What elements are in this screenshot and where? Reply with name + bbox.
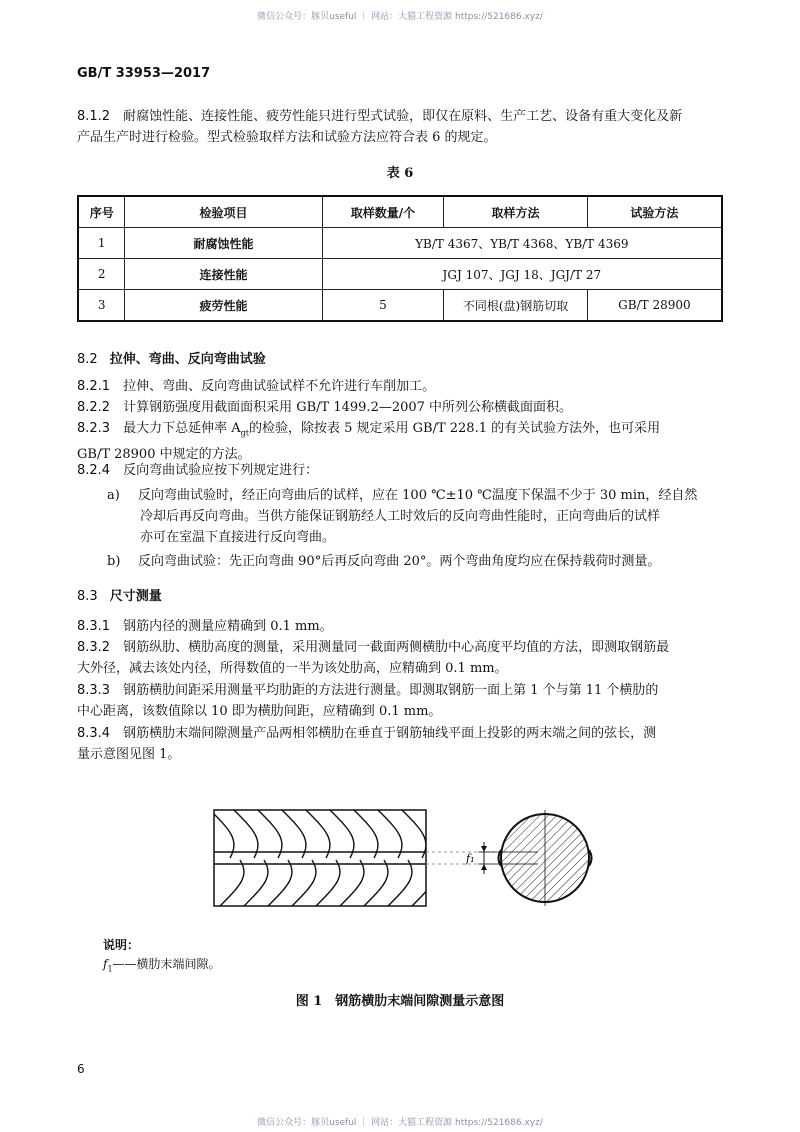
header-no: 序号: [78, 196, 125, 228]
page-number: 6: [77, 1062, 85, 1076]
clause-8-1-2: [77, 106, 725, 148]
cell-qty: 5: [322, 290, 444, 322]
clause-text-post: 的检验，除按表 5 规定采用 GB/T 228.1 的有关试验方法外，也可采用: [248, 421, 661, 436]
dimension-label: f₁: [466, 852, 475, 865]
legend-text: ——横肋末端间隙。: [112, 957, 221, 971]
header-method: 取样方法: [444, 196, 588, 228]
header-item: 检验项目: [125, 196, 322, 228]
section-title: 拉伸、弯曲、反向弯曲试验: [109, 352, 266, 367]
watermark-top: 微信公众号：豚贝useful ｜ 网站：大猫工程资源 https://521686.xyz/: [257, 12, 543, 22]
section-8-2: [77, 348, 266, 367]
clause-text: 钢筋纵肋、横肋高度的测量，采用测量同一截面两侧横肋中心高度平均值的方法，即测取钢筋最: [123, 640, 670, 655]
cell-no: 1: [78, 228, 125, 259]
section-number: 8.3: [77, 589, 98, 604]
clause-text-cont: 产品生产时进行检验。型式检验取样方法和试验方法应符合表 6 的规定。: [77, 130, 497, 145]
table-header-row: [78, 196, 722, 228]
rebar-side-view: [210, 810, 436, 906]
section-number: 8.2: [77, 352, 98, 367]
clause-text: 钢筋横肋末端间隙测量产品两相邻横肋在垂直于钢筋轴线平面上投影的两末端之间的弦长，测: [123, 726, 657, 741]
clause-number: 8.3.4: [77, 726, 111, 741]
figure-legend-title: 说明：: [103, 938, 140, 952]
cell-merged: JGJ 107、JGJ 18、JGJ/T 27: [322, 259, 722, 290]
subscript: gt: [240, 428, 249, 438]
header-qty: 取样数量/个: [322, 196, 444, 228]
figure-caption: 图 1 钢筋横肋末端间隙测量示意图: [295, 994, 505, 1009]
clause-number: 8.3.1: [77, 619, 111, 634]
clause-text-cont: 量示意图见图 1。: [77, 747, 181, 762]
figure-legend-item: [103, 955, 221, 973]
rebar-cross-section: [499, 810, 592, 906]
list-item-a: [107, 485, 727, 548]
clause-text-cont: 大外径，减去该处内径，所得数值的一半为该处肋高，应精确到 0.1 mm。: [77, 661, 508, 676]
clause-8-2-3: [77, 418, 725, 465]
watermark-bottom: 微信公众号：豚贝useful ｜ 网站：大猫工程资源 https://521686.xyz/: [257, 1118, 543, 1128]
clause-text-cont: 中心距离，该数值除以 10 即为横肋间距，应精确到 0.1 mm。: [77, 704, 442, 719]
standard-id: GB/T 33953—2017: [77, 66, 211, 81]
clause-text: 钢筋横肋间距采用测量平均肋距的方法进行测量。即测取钢筋一面上第 1 个与第 11 个横肋的: [123, 683, 659, 698]
table-row: [78, 290, 722, 322]
list-text: 反向弯曲试验：先正向弯曲 90°后再反向弯曲 20°。两个弯曲角度均应在保持载荷时测量。: [138, 554, 661, 569]
list-text-cont: 亦可在室温下直接进行反向弯曲。: [140, 530, 336, 545]
list-label: a): [107, 488, 120, 503]
clause-text-cont: GB/T 28900 中规定的方法。: [77, 446, 251, 462]
clause-number: 8.2.2: [77, 400, 111, 415]
clause-number: 8.2.4: [77, 463, 111, 478]
clause-8-2-2: [77, 397, 725, 418]
clause-8-2-1: [77, 376, 725, 397]
clause-text: 反向弯曲试验应按下列规定进行：: [123, 463, 319, 478]
clause-8-3-1: [77, 616, 725, 637]
list-text-cont: 冷却后再反向弯曲。当供方能保证钢筋经人工时效后的反向弯曲性能时，正向弯曲后的试样: [140, 509, 661, 524]
clause-number: 8.2.1: [77, 379, 111, 394]
cell-test: GB/T 28900: [587, 290, 722, 322]
clause-8-3-3: [77, 680, 725, 722]
table-title: 表 6: [386, 166, 414, 181]
clause-number: 8.3.3: [77, 683, 111, 698]
cell-no: 3: [78, 290, 125, 322]
table-row: [78, 259, 722, 290]
cell-no: 2: [78, 259, 125, 290]
cell-item: 连接性能: [125, 259, 322, 290]
figure-1-rebar-diagram: [200, 790, 620, 925]
section-title: 尺寸测量: [109, 589, 162, 604]
clause-text: 最大力下总延伸率 A: [123, 421, 241, 436]
header-test: 试验方法: [587, 196, 722, 228]
cell-item: 耐腐蚀性能: [125, 228, 322, 259]
clause-text: 拉伸、弯曲、反向弯曲试验试样不允许进行车削加工。: [123, 379, 436, 394]
list-label: b): [107, 554, 121, 569]
legend-subscript: 1: [107, 964, 113, 974]
list-item-b: [107, 551, 727, 572]
clause-8-3-4: [77, 723, 725, 765]
clause-text: 钢筋内径的测量应精确到 0.1 mm。: [123, 619, 333, 634]
legend-symbol: f: [103, 957, 108, 971]
clause-number: 8.1.2: [77, 109, 111, 124]
clause-8-2-4: [77, 460, 725, 481]
cell-item: 疲劳性能: [125, 290, 322, 322]
clause-number: 8.2.3: [77, 421, 111, 436]
table-row: [78, 228, 722, 259]
section-8-3: [77, 585, 162, 604]
clause-text: 耐腐蚀性能、连接性能、疲劳性能只进行型式试验，即仅在原料、生产工艺、设备有重大变化及新: [123, 109, 683, 124]
clause-8-3-2: [77, 637, 725, 679]
cell-method: 不同根(盘)钢筋切取: [444, 290, 588, 322]
table-6: [77, 195, 723, 322]
cell-merged: YB/T 4367、YB/T 4368、YB/T 4369: [322, 228, 722, 259]
list-text: 反向弯曲试验时，经正向弯曲后的试样，应在 100 ℃±10 ℃温度下保温不少于 30 min，经自然: [138, 488, 698, 503]
clause-number: 8.3.2: [77, 640, 111, 655]
clause-text: 计算钢筋强度用截面面积采用 GB/T 1499.2—2007 中所列公称横截面面积。: [123, 400, 573, 415]
